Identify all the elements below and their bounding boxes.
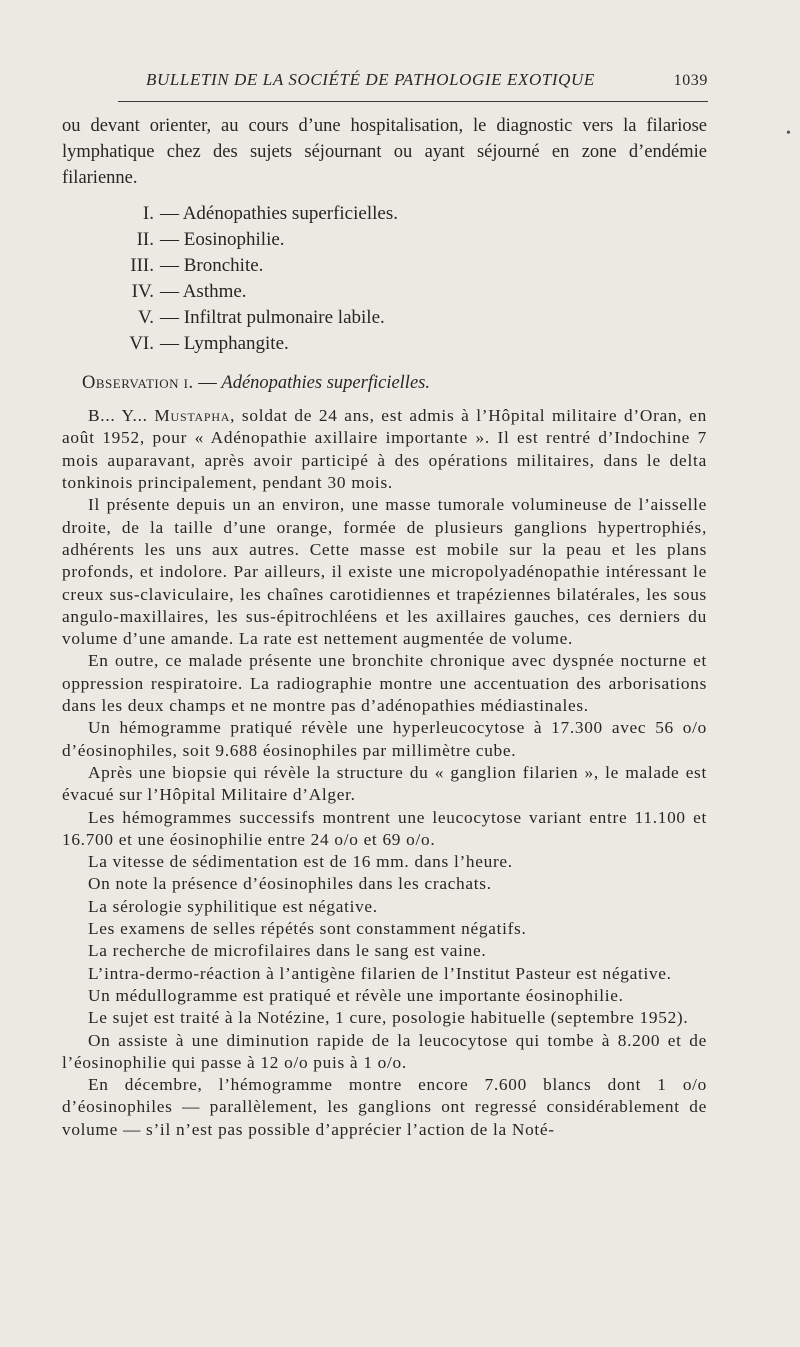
list-item-number: III. <box>130 255 154 277</box>
case-paragraph: On assiste à une diminution rapide de la leucocytose qui tombe à 8.200 et de l’éosinophilie qui passe à 12 o/o puis à 1 o/o. <box>62 1030 707 1072</box>
case-paragraph <box>62 405 707 494</box>
list-item-text: — Bronchite. <box>160 255 264 277</box>
case-paragraph: Il présente depuis un an environ, une masse tumorale volumineuse de l’aisselle droite, de la taille d’une orange, formée de plusieurs ganglions hypertrophiés, adhérents les uns aux autres. Cette masse est mobile sur la peau et les plans profonds, et indolore. Par ailleurs, il existe une micropolyadénopathie intéressant le creux sus-claviculaire, les chaînes carotidiennes et trapéziennes bilatérales, les sous angulo-maxillaires, les sus-épitrochléens et les axillaires gauches, ces derniers du volume d’une amande. La rate est nettement augmentée de volume. <box>62 495 707 649</box>
list-item-text: — Infiltrat pulmonaire labile. <box>160 307 385 329</box>
case-paragraph: La vitesse de sédimentation est de 16 mm. dans l’heure. <box>88 852 513 872</box>
observation-number: i. <box>183 373 194 394</box>
list-item-text: — Asthme. <box>160 281 247 303</box>
criteria-list <box>62 201 707 357</box>
case-paragraph: En outre, ce malade présente une bronchite chronique avec dyspnée nocturne et oppression respiratoire. La radiographie montre une accentuation des arborisations dans les deux champs et ne montre pas d’adénopathies médiastinales. <box>62 651 707 716</box>
observation-title: Adénopathies superficielles. <box>221 373 430 394</box>
page-body <box>62 114 707 1141</box>
list-item-number: II. <box>136 229 154 251</box>
list-item-number: I. <box>142 203 154 225</box>
case-text: soldat de 24 ans, est admis à l’Hôpital militaire d’Oran, en août 1952, pour « Adénopathie axillaire importante ». Il est rentré d’Indochine 7 mois auparavant, après avoir participé à des opérations militaires, dans le delta tonkinois principalement, pendant 30 mois. <box>62 406 707 493</box>
case-paragraph: On note la présence d’éosinophiles dans les crachats. <box>88 874 492 894</box>
running-title: BULLETIN DE LA SOCIÉTÉ DE PATHOLOGIE EXOTIQUE <box>146 70 595 89</box>
list-item <box>62 279 707 305</box>
list-item-text: — Adénopathies superficielles. <box>160 203 398 225</box>
list-item <box>62 305 707 331</box>
case-paragraph: Le sujet est traité à la Notézine, 1 cure, posologie habituelle (septembre 1952). <box>88 1008 689 1028</box>
list-item-text: — Eosinophilie. <box>160 229 285 251</box>
list-item <box>62 227 707 253</box>
case-paragraph: La recherche de microfilaires dans le sang est vaine. <box>88 941 487 961</box>
margin-dot: • <box>786 126 791 141</box>
list-item <box>62 331 707 357</box>
case-paragraph: Les examens de selles répétés sont constamment négatifs. <box>88 919 527 939</box>
list-item <box>62 253 707 279</box>
case-paragraph: En décembre, l’hémogramme montre encore 7.600 blancs dont 1 o/o d’éosinophiles — parallèlement, les ganglions ont regressé considérablement de volume — s’il n’est pas possible d’apprécier l’action de la Noté- <box>62 1075 707 1139</box>
observation-dash: — <box>198 373 217 394</box>
patient-name: Mustapha, <box>154 406 236 426</box>
case-paragraph: L’intra-dermo-réaction à l’antigène filarien de l’Institut Pasteur est négative. <box>88 963 672 983</box>
case-paragraph: Un médullogramme est pratiqué et révèle une importante éosinophilie. <box>88 985 624 1005</box>
list-item-number: IV. <box>131 281 154 303</box>
observation-label: Observation <box>82 373 180 394</box>
list-item <box>62 201 707 227</box>
case-paragraph: Après une biopsie qui révèle la structure du « ganglion filarien », le malade est évacué sur l’Hôpital Militaire d’Alger. <box>62 762 707 805</box>
case-paragraph: Un hémogramme pratiqué révèle une hyperleucocytose à 17.300 avec 56 o/o d’éosinophiles, soit 9.688 éosinophiles par millimètre cube. <box>62 718 707 760</box>
list-item-number: VI. <box>129 333 154 355</box>
observation-heading <box>82 371 707 397</box>
list-item-text: — Lymphangite. <box>160 333 289 355</box>
case-paragraph: Les hémogrammes successifs montrent une leucocytose variant entre 11.100 et 16.700 et une éosinophilie entre 24 o/o et 69 o/o. <box>62 807 707 849</box>
case-paragraph: La sérologie syphilitique est négative. <box>88 896 378 916</box>
list-item-number: V. <box>137 307 154 329</box>
header-rule <box>118 101 708 102</box>
patient-initials: B... Y... <box>88 406 148 426</box>
page-number: 1039 <box>673 72 708 89</box>
intro-paragraph: ou devant orienter, au cours d’une hospitalisation, le diagnostic vers la filariose lymphatique chez des sujets séjournant ou ayant séjourné en zone d’endémie filarienne. <box>62 116 707 188</box>
case-report <box>62 405 707 1141</box>
